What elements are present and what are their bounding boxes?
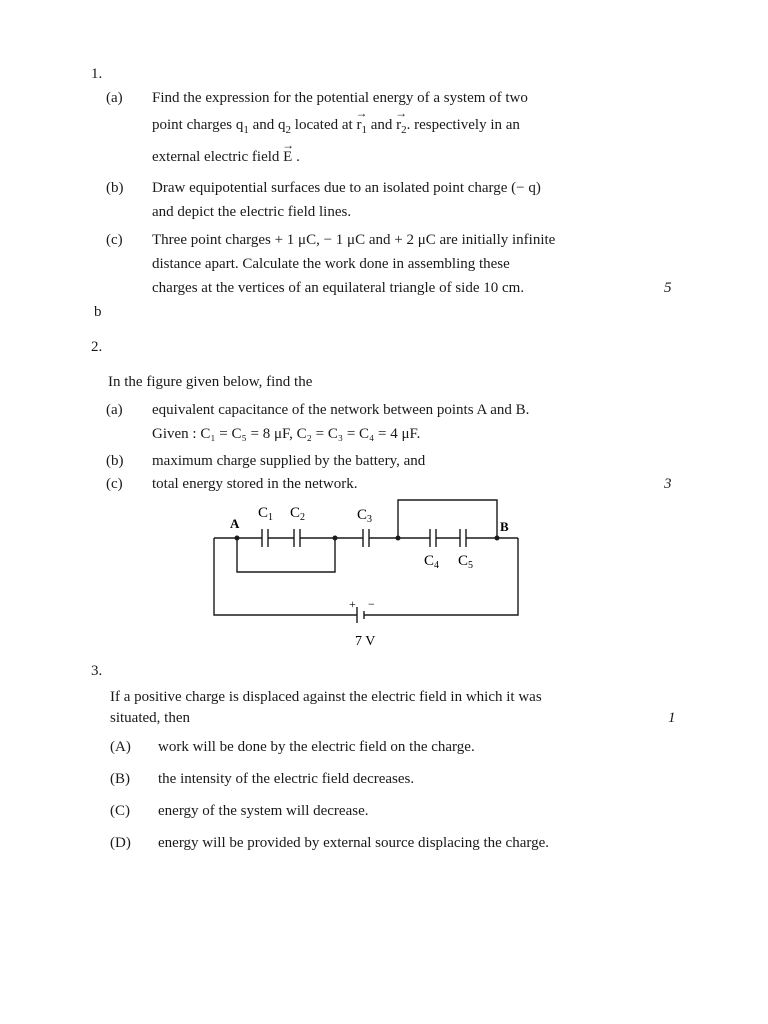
q1-part-c-line3: charges at the vertices of an equilateral triangle of side 10 cm. — [152, 280, 525, 296]
q1-text: and q — [248, 117, 286, 133]
q3-option-b-text: the intensity of the electric field decreases. — [158, 771, 415, 787]
capacitor-c1-label — [258, 505, 273, 523]
q3-option-a-text: work will be done by the electric field on the charge. — [158, 739, 475, 755]
q1-text: point charges q — [152, 117, 244, 133]
q3-option-b-label: (B) — [110, 771, 130, 787]
q1-stray-mark: b — [94, 304, 102, 320]
point-b-label: B — [500, 519, 509, 534]
battery-minus-sign: − — [368, 597, 375, 611]
q3-stem-line1: If a positive charge is displaced against the electric field in which it was — [110, 689, 542, 705]
q2-part-c-label: (c) — [106, 476, 123, 492]
q1-text: located at — [291, 117, 357, 133]
vector-symbol: E — [283, 149, 293, 165]
cap-letter: C — [290, 505, 301, 521]
q1-subscript: 1 — [243, 124, 249, 136]
q3-option-d-text: energy will be provided by external source displacing the charge. — [158, 835, 549, 851]
question-2-number: 2. — [91, 339, 103, 355]
q3-option-a-label: (A) — [110, 739, 131, 755]
q3-stem-line2: situated, then — [110, 710, 190, 726]
cap-subscript: 5 — [468, 560, 474, 571]
cap-subscript: 4 — [434, 560, 440, 571]
cap-letter: C — [424, 553, 435, 569]
capacitor-c2-label — [290, 505, 305, 523]
cap-letter: C — [258, 505, 269, 521]
q2-intro: In the figure given below, find the — [108, 374, 313, 390]
vector-symbol: r — [396, 117, 402, 133]
question-3-number: 3. — [91, 663, 103, 679]
q2-part-a-line1: equivalent capacitance of the network between points A and B. — [152, 402, 530, 418]
point-a-label: A — [230, 516, 240, 531]
cap-letter: C — [458, 553, 469, 569]
q1-text: . respectively in an — [406, 117, 520, 133]
capacitor-c3-label — [357, 507, 372, 525]
battery-voltage-label: 7 V — [355, 634, 376, 649]
q1-text: . — [292, 149, 300, 165]
q1-part-b-line2: and depict the electric field lines. — [152, 204, 352, 220]
q3-option-c-text: energy of the system will decrease. — [158, 803, 369, 819]
q2-part-c-line: total energy stored in the network. — [152, 476, 358, 492]
q3-marks: 1 — [668, 710, 676, 726]
q1-text: external electric field — [152, 149, 284, 165]
vector-symbol: r — [356, 117, 362, 133]
q1-part-a-line1: Find the expression for the potential energy of a system of two — [152, 90, 528, 106]
q2-part-b-line: maximum charge supplied by the battery, and — [152, 453, 426, 469]
q1-subscript: 2 — [285, 124, 292, 136]
cap-letter: C — [357, 507, 368, 523]
q2-part-a-label: (a) — [106, 402, 123, 418]
q1-part-c-label: (c) — [106, 232, 123, 248]
question-1-number: 1. — [91, 66, 103, 82]
cap-subscript: 3 — [367, 514, 373, 525]
q1-text: and — [366, 117, 397, 133]
q1-part-c-line2: distance apart. Calculate the work done in assembling these — [152, 256, 510, 272]
q3-option-d-label: (D) — [110, 835, 131, 851]
capacitor-c4-label — [424, 553, 439, 571]
q2-marks: 3 — [664, 476, 672, 492]
capacitor-c5-label — [458, 553, 473, 571]
q2-part-b-label: (b) — [106, 453, 124, 469]
q1-part-b-label: (b) — [106, 180, 124, 196]
capacitor-network-diagram — [0, 495, 768, 655]
q1-part-c-line1: Three point charges + 1 μC, − 1 μC and + 2 μC are initially infinite — [152, 232, 556, 248]
q1-subscript: 2 — [401, 124, 407, 136]
cap-subscript: 2 — [300, 512, 306, 523]
q1-marks: 5 — [664, 280, 672, 296]
battery-plus-sign: + — [349, 597, 356, 611]
q1-part-b-line1: Draw equipotential surfaces due to an isolated point charge (− q) — [152, 180, 541, 196]
q2-part-a-given: Given : C₁ = C₅ = 8 μF, C₂ = C₃ = C₄ = 4 μF. — [152, 426, 421, 442]
cap-subscript: 1 — [268, 512, 274, 523]
vector-e — [283, 150, 292, 165]
q1-part-a-line2 — [152, 117, 520, 136]
q1-subscript: 1 — [361, 124, 367, 136]
q3-option-c-label: (C) — [110, 803, 130, 819]
q1-part-a-line3 — [152, 150, 300, 165]
q1-part-a-label: (a) — [106, 90, 123, 106]
